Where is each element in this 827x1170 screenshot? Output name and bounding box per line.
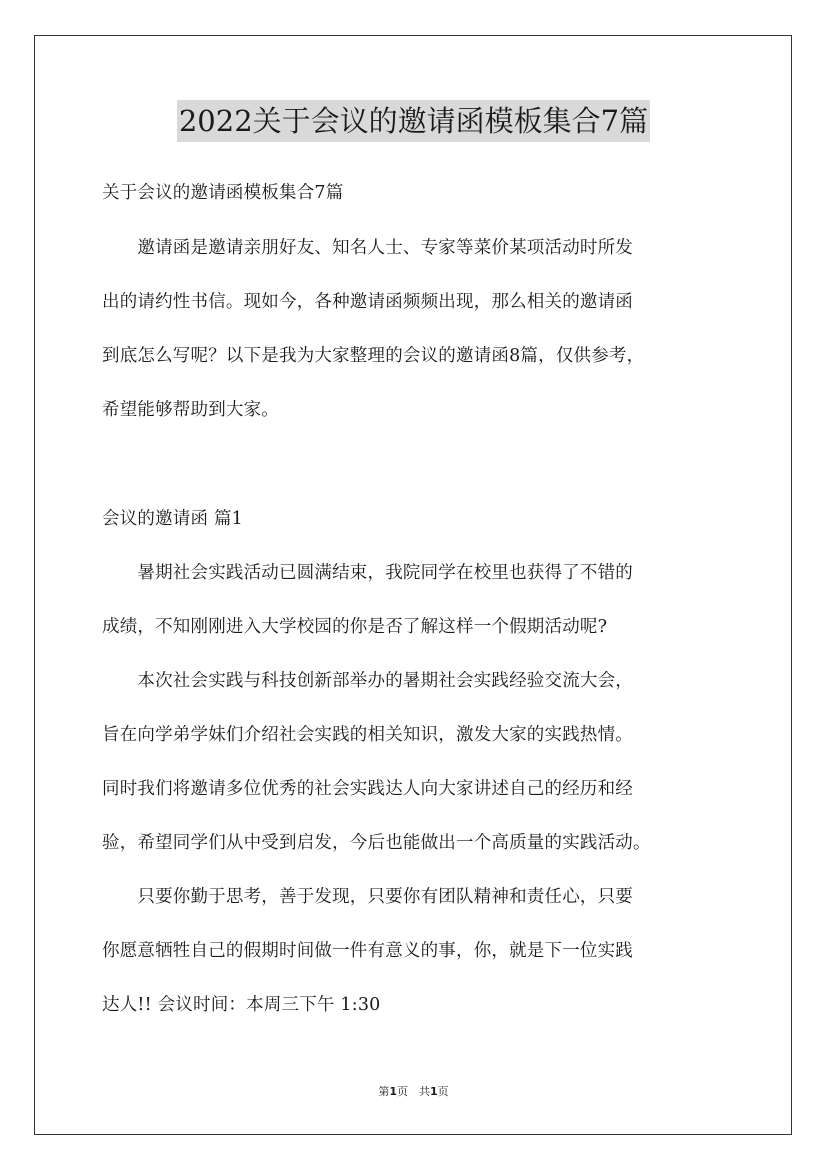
paragraph-line: 只要你勤于思考，善于发现，只要你有团队精神和责任心，只要 xyxy=(102,887,633,907)
footer-page-prefix: 第 xyxy=(378,1085,390,1098)
paragraph-line: 你愿意牺牲自己的假期时间做一件有意义的事，你，就是下一位实践 xyxy=(102,941,633,961)
paragraph-line: 希望能够帮助到大家。 xyxy=(102,400,279,420)
section-heading: 会议的邀请函 篇1 xyxy=(102,509,243,529)
document-subtitle: 关于会议的邀请函模板集合7篇 xyxy=(102,183,344,203)
paragraph-line: 暑期社会实践活动已圆满结束，我院同学在校里也获得了不错的 xyxy=(102,563,633,583)
footer-page-number: 1 xyxy=(389,1085,397,1098)
paragraph-line: 出的请约性书信。现如今，各种邀请函频频出现，那么相关的邀请函 xyxy=(102,292,633,312)
paragraph-line: 到底怎么写呢？以下是我为大家整理的会议的邀请函8篇，仅供参考， xyxy=(102,346,645,366)
page-footer xyxy=(0,1084,827,1100)
paragraph-line: 本次社会实践与科技创新部举办的暑期社会实践经验交流大会， xyxy=(102,671,633,691)
paragraph-line: 达人!! 会议时间：本周三下午 1:30 xyxy=(102,995,381,1015)
document-title xyxy=(0,100,827,142)
paragraph-line: 旨在向学弟学妹们介绍社会实践的相关知识，激发大家的实践热情。 xyxy=(102,725,633,745)
paragraph-line: 成绩，不知刚刚进入大学校园的你是否了解这样一个假期活动呢? xyxy=(102,617,608,637)
paragraph-line: 同时我们将邀请多位优秀的社会实践达人向大家讲述自己的经历和经 xyxy=(102,779,633,799)
footer-page-mid: 页 共 xyxy=(397,1085,430,1098)
paragraph-line: 验，希望同学们从中受到启发，今后也能做出一个高质量的实践活动。 xyxy=(102,833,651,853)
footer-page-total: 1 xyxy=(430,1085,438,1098)
document-title-text: 2022关于会议的邀请函模板集合7篇 xyxy=(177,100,650,142)
paragraph-line: 邀请函是邀请亲朋好友、知名人士、专家等菜价某项活动时所发 xyxy=(102,238,633,258)
footer-page-suffix: 页 xyxy=(437,1085,449,1098)
